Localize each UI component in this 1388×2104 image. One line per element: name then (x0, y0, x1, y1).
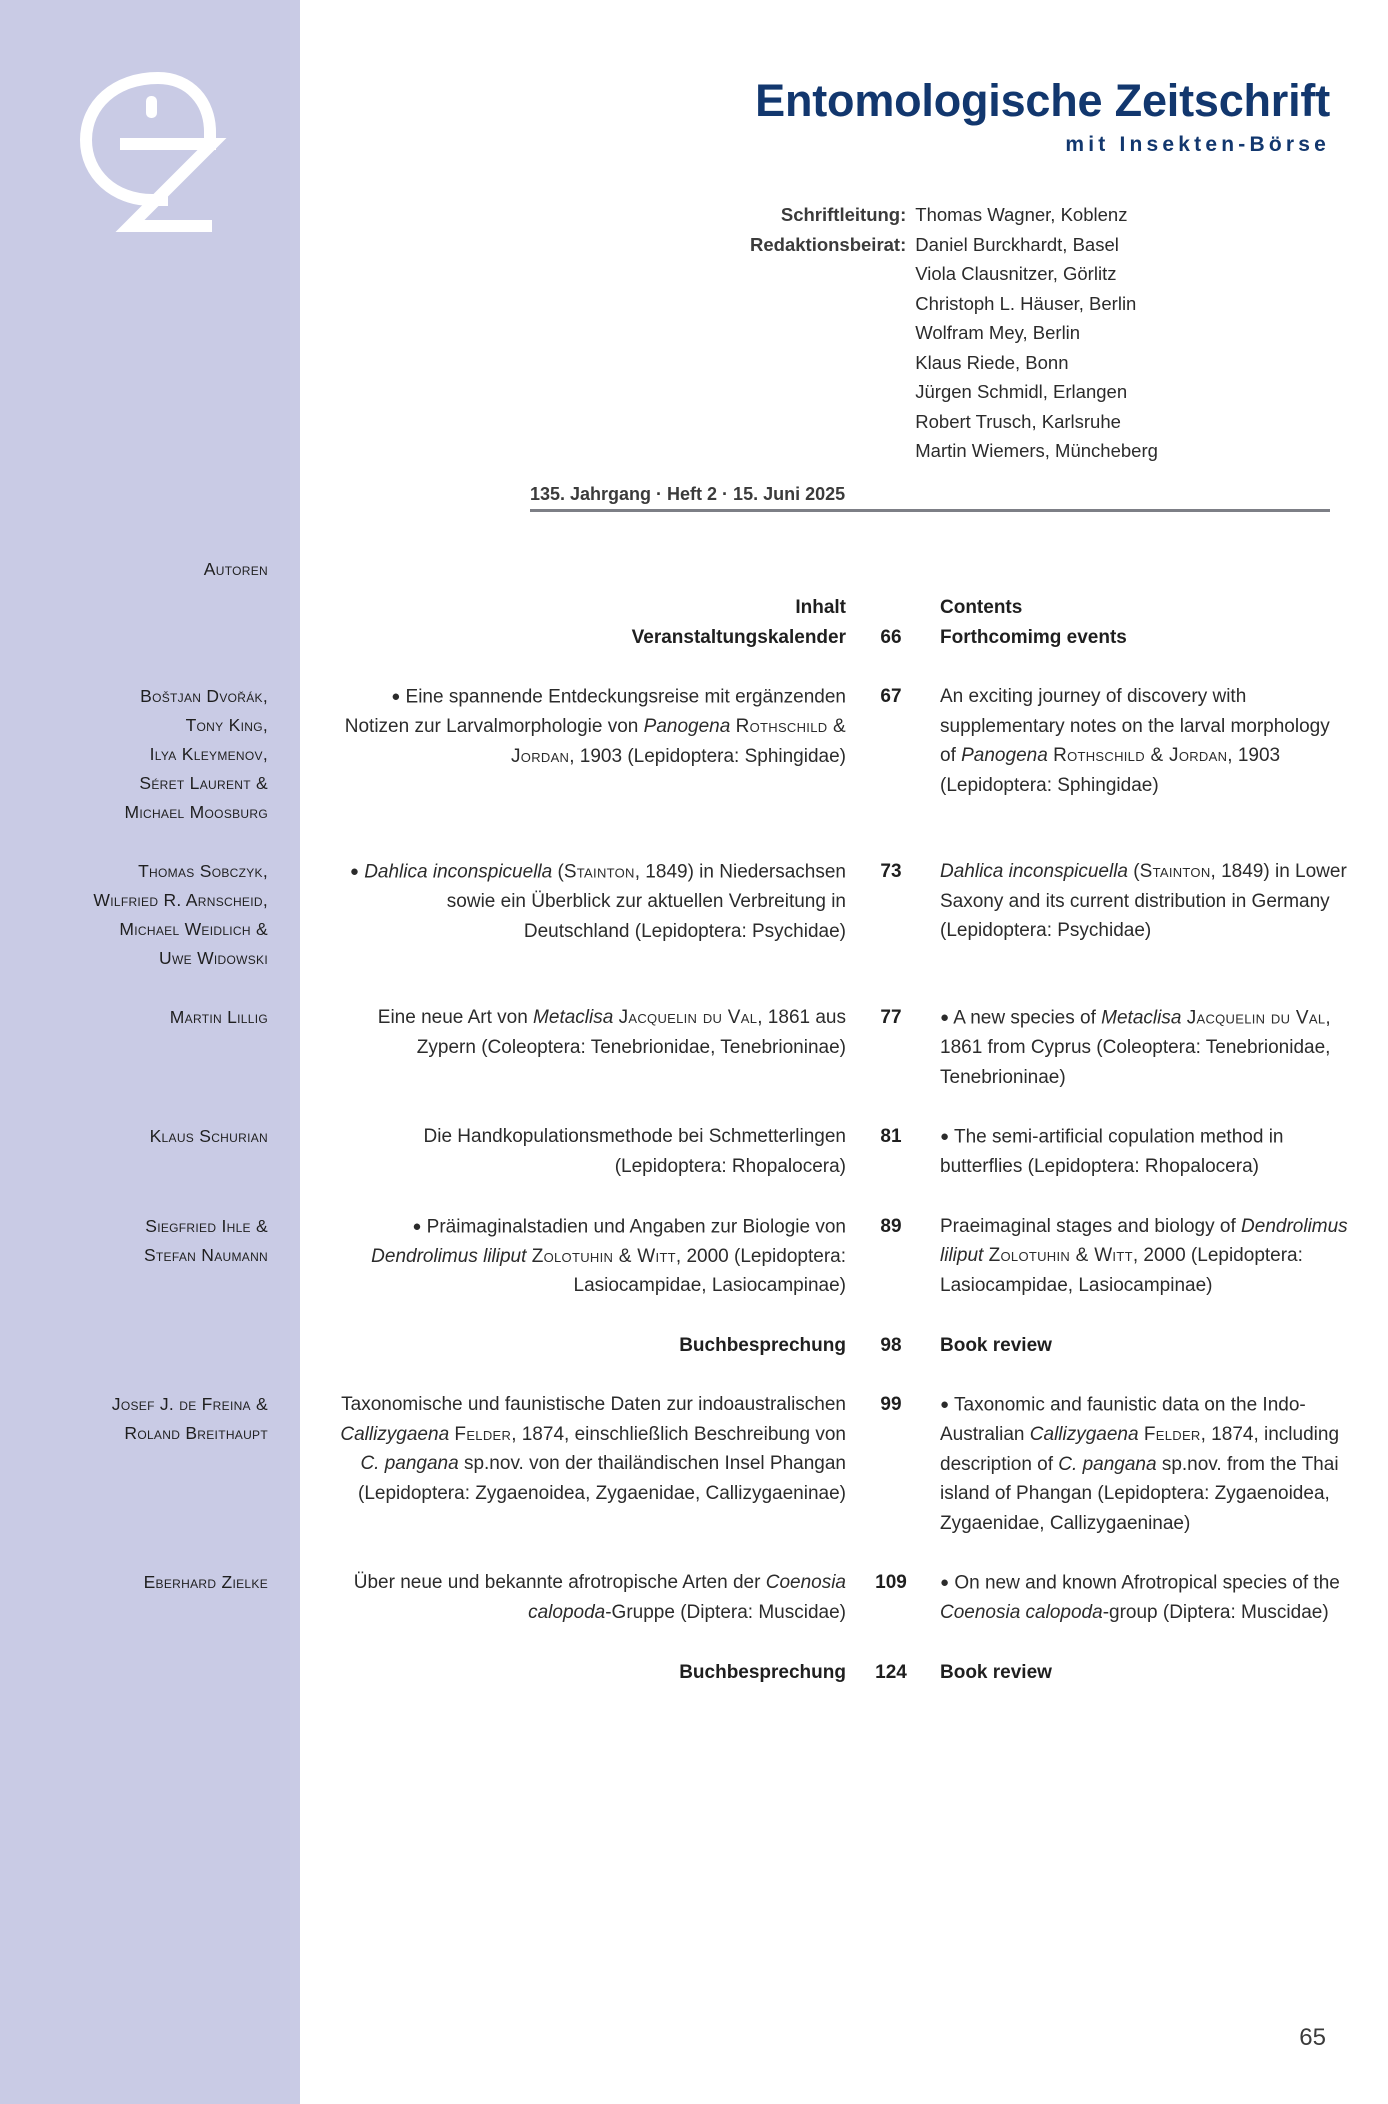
toc-entry-page: 73 (880, 861, 902, 882)
volume-info (300, 484, 1388, 512)
toc-entry-authors: Thomas Sobczyk, Wilfried R. Arnscheid, Michael Weidlich & Uwe Widowski (0, 827, 300, 973)
column-header-contents: Contents (940, 597, 1023, 618)
toc-entry-authors: Eberhard Zielke (0, 1538, 300, 1628)
toc-entry[interactable] (0, 973, 1388, 1092)
table-of-contents (0, 555, 1388, 1687)
editorial-label-redaktionsbeirat: Redaktionsbeirat: (750, 233, 907, 255)
toc-entry-title-en: ● On new and known Afrotropical species of the Coenosia calopoda-group (Diptera: Muscidae) (940, 1572, 1340, 1623)
column-header-authors: Autoren (0, 555, 300, 584)
toc-entry-title-de: Über neue und bekannte afrotropische Arten der Coenosia calopoda-Gruppe (Diptera: Muscidae) (353, 1572, 846, 1623)
toc-entry-authors (0, 1628, 300, 1688)
toc-entry-page: 98 (880, 1334, 902, 1356)
toc-entry[interactable] (0, 652, 1388, 827)
toc-entry[interactable] (0, 1182, 1388, 1301)
toc-entry-page: 66 (880, 626, 902, 648)
toc-entry-authors: Siegfried Ihle & Stefan Naumann (0, 1182, 300, 1301)
toc-entry-title-en: Praeimaginal stages and biology of Dendrolimus liliput Zolotuhin & Witt, 2000 (Lepidoptera: Lasiocampidae, Lasiocampinae) (940, 1215, 1348, 1296)
column-header-page (860, 555, 922, 593)
toc-rows (0, 623, 1388, 1688)
column-header-inhalt: Inhalt (795, 597, 846, 618)
editorial-board (300, 200, 1388, 466)
volume-line: 135. Jahrgang · Heft 2 · 15. Juni 2025 (530, 484, 846, 504)
toc-header-row (0, 555, 1388, 623)
toc-entry-authors (0, 1301, 300, 1361)
toc-entry-title-de: Veranstaltungskalender (631, 626, 846, 648)
toc-entry-title-de: Die Handkopulationsmethode bei Schmetterlingen (Lepidoptera: Rhopalocera) (423, 1126, 846, 1177)
toc-entry-title-en: Dahlica inconspicuella (Stainton, 1849) in Lower Saxony and its current distribution in Germany (Lepidoptera: Psychidae) (940, 861, 1347, 941)
toc-entry[interactable] (0, 1628, 1388, 1688)
toc-entry-title-en: Book review (940, 1661, 1052, 1683)
toc-entry-title-en: Forthcomimg events (940, 626, 1127, 648)
toc-entry-title-en: An exciting journey of discovery with supplementary notes on the larval morphology of Panogena Rothschild & Jordan, 1903 (Lepidoptera: Sphingidae) (940, 686, 1330, 796)
toc-entry-title-de: Taxonomische und faunistische Daten zur indoaustralischen Callizygaena Felder, 1874, einschließlich Beschreibung von C. pangana sp.nov. von der thailändischen Insel Phangan (Lepidoptera: Zygaenoidea, Zygaenidae, Callizygaeninae) (340, 1394, 846, 1504)
toc-entry-page: 77 (880, 1007, 902, 1028)
masthead (300, 0, 1388, 155)
toc-entry-page: 99 (880, 1394, 902, 1415)
toc-entry-title-de: Eine neue Art von Metaclisa Jacquelin du Val, 1861 aus Zypern (Coleoptera: Tenebrionidae, Tenebrioninae) (377, 1007, 846, 1058)
toc-entry-page: 67 (880, 686, 902, 707)
toc-entry-authors: Martin Lillig (0, 973, 300, 1092)
editor-name: Martin Wiemers, Müncheberg (915, 440, 1158, 461)
toc-entry-title-en: ● A new species of Metaclisa Jacquelin du Val, 1861 from Cyprus (Coleoptera: Tenebrionidae, Tenebrioninae) (940, 1007, 1331, 1088)
toc-entry-authors (0, 623, 300, 653)
editor-name: Thomas Wagner, Koblenz (915, 204, 1128, 225)
toc-entry-authors: Boštjan Dvořák, Tony King, Ilya Kleymenov, Séret Laurent & Michael Moosburg (0, 652, 300, 827)
toc-entry-title-en: ● Taxonomic and faunistic data on the Indo-Australian Callizygaena Felder, 1874, including description of C. pangana sp.nov. from the Thai island of Phangan (Lepidoptera: Zygaenoidea, Zygaenidae, Callizygaeninae) (940, 1394, 1340, 1534)
toc-entry-title-de: Buchbesprechung (679, 1661, 846, 1683)
toc-entry-title-de: ● Eine spannende Entdeckungsreise mit ergänzenden Notizen zur Larvalmorphologie von Panogena Rothschild & Jordan, 1903 (Lepidoptera: Sphingidae) (344, 686, 846, 767)
toc-entry-page: 124 (875, 1661, 907, 1683)
toc-entry-authors: Josef J. de Freina & Roland Breithaupt (0, 1360, 300, 1538)
editor-name: Viola Clausnitzer, Görlitz (915, 263, 1117, 284)
journal-subtitle: mit Insekten-Börse (1065, 133, 1330, 156)
toc-entry[interactable] (0, 1301, 1388, 1361)
editor-name: Klaus Riede, Bonn (915, 351, 1069, 373)
toc-entry[interactable] (0, 623, 1388, 653)
toc-entry-page: 109 (875, 1572, 907, 1593)
toc-entry-title-en: Book review (940, 1334, 1052, 1356)
toc-entry-title-de: ● Präimaginalstadien und Angaben zur Biologie von Dendrolimus liliput Zolotuhin & Witt, 2000 (Lepidoptera: Lasiocampidae, Lasiocampinae) (371, 1216, 846, 1296)
page-number: 65 (1299, 2024, 1326, 2051)
editorial-labels (750, 200, 915, 466)
toc-entry-authors: Klaus Schurian (0, 1092, 300, 1182)
editor-name: Jürgen Schmidl, Erlangen (915, 381, 1128, 402)
toc-entry[interactable] (0, 1092, 1388, 1182)
toc-entry[interactable] (0, 1360, 1388, 1538)
toc-entry-title-de: Buchbesprechung (679, 1334, 846, 1356)
editor-name: Daniel Burckhardt, Basel (915, 233, 1119, 255)
editor-name: Robert Trusch, Karlsruhe (915, 410, 1121, 432)
editorial-label-schriftleitung: Schriftleitung: (780, 204, 907, 225)
toc-entry-page: 81 (880, 1126, 902, 1147)
toc-entry-title-de: ● Dahlica inconspicuella (Stainton, 1849) in Niedersachsen sowie ein Überblick zur aktuellen Verbreitung in Deutschland (Lepidoptera: Psychidae) (349, 861, 846, 942)
editor-name: Christoph L. Häuser, Berlin (915, 292, 1137, 314)
toc-entry[interactable] (0, 827, 1388, 973)
journal-title: Entomologische Zeitschrift (755, 75, 1330, 126)
toc-entry-page: 89 (880, 1215, 902, 1237)
horizontal-rule (530, 509, 1330, 512)
ez-journal-logo (60, 60, 240, 250)
toc-entry[interactable] (0, 1538, 1388, 1628)
toc-entry-title-en: ● The semi-artificial copulation method in butterflies (Lepidoptera: Rhopalocera) (940, 1126, 1284, 1177)
editor-name: Wolfram Mey, Berlin (915, 322, 1081, 343)
editorial-names (915, 200, 1158, 466)
